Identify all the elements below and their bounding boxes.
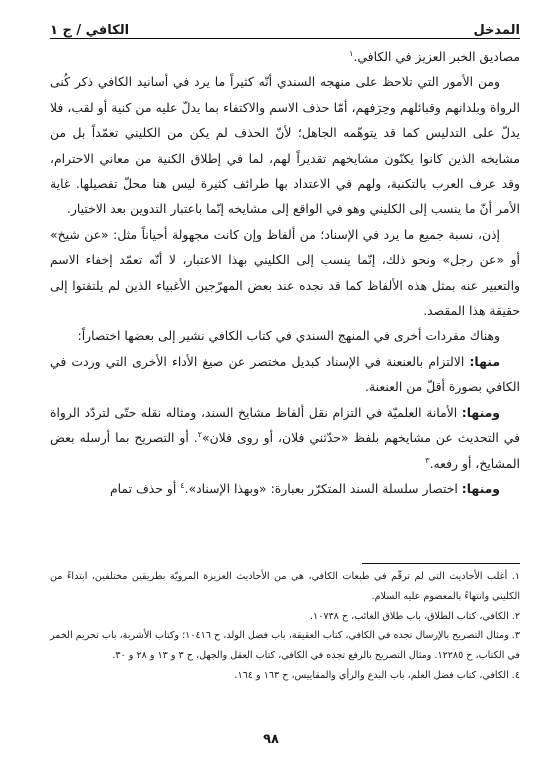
paragraph-4: منها: الالتزام بالعنعنة في الإسناد كبديل مختصر عن صيغ الأداء الأخرى التي وردت في الكافي بصورة أقلّ من العنعنة. [50,353,520,395]
running-header [50,8,520,38]
paragraph-3: وهناك مفردات أخرى في المنهج السندي في كتاب الكافي نشير إلى بعضها اختصاراً: [77,328,500,344]
item-label: ومنها: [461,480,500,496]
paragraph-2: إذن، نسبة جميع ما يرد في الإسناد؛ من ألفاظ وإن كانت مجهولة أحياناً مثل: «عن شيخ» أو «عن رجل» ونحو ذلك، إنّما ينسب إلى الكليني بهذا الاعتبار، لا أنّه تعمّد إخفاء الاسم والتعبير عنه بمثل هذه الألفاظ كما قد نجده عند بعض المهرّجين الأغبياء الذين لم يلتفتوا إلى حقيقة هذا المقصد. [50,226,520,319]
item-label: ومنها: [461,404,500,420]
footnote-ref-1: ١ [349,48,354,58]
book-volume-title: الكافي / ج ١ [50,23,130,38]
item-label: منها: [469,353,500,369]
page-number: ٩٨ [263,732,279,747]
footnotes [50,567,520,686]
footnote-4: ٤. الكافي، كتاب فضل العلم، باب البدع والرأي والمقاييس، ح ١٦٣ و ١٦٤. [234,669,520,681]
paragraph-5: ومنها: الأمانة العلميّة في التزام نقل ألفاظ مشايخ السند، ومثاله نقله حتّى لتردّد الرواة في التحديث عن مشايخهم بلفظ «حدّثني فلان، أو روى فلان»$^٢$. أو التصريح بما أرسله بعض المشايخ، أو رفعه.$^٣$ [50,404,521,471]
footnote-ref-3: ٣ [425,455,430,465]
paragraph-0: مصاديق الخبر العزيز في الكافي.$^١$ [349,48,520,64]
section-title: المدخل [473,23,520,38]
footnote-3: ٣. ومثال التصريح بالإرسال تجده في الكافي، كتاب العقيقة، باب فضل الولد، ح ١٠٤١٦؛ وكتاب الأشربة، باب تحريم الخمر في الكتاب، ح ١٢٢٨٥. ومثال التصريح بالرفع تجده في الكافي، كتاب العقل والجهل، ح ٣ و ١٣ و ٢٨ و ٣٠. [49,630,520,662]
footnote-2: ٢. الكافي، كتاب الطلاق، باب طلاق الغائب، ح ١٠٧٣٨. [309,610,520,622]
paragraph-6: ومنها: اختصار سلسلة السند المتكرّر بعبارة: «وبهذا الإسناد».$^٤$ أو حذف تمام [109,480,500,496]
paragraph-1: ومن الأمور التي تلاحظ على منهجه السندي أنّه كثيراً ما يرد في أسانيد الكافي ذكر كُنى الرواة وبلدانهم وقبائلهم وحِرَفهم، أمّا حذف الاسم والاكتفاء بما يدلّ عليه من كنية أو لقب، فلا يدلّ على التدليس كما قد يتوهّمه الجاهل؛ لأنّ الحذف لم يكن من الكليني تعمّداً بل من مشايخه الذين كانوا يكنّون مشايخهم تقديراً لهم، لما في إطلاق الكنية من معاني الاحترام، وقد عرف العرب بالتكنية، ولهم في الاعتداد بها طرائف كثيرة ليس هنا محلّ تفصيلها. غاية الأمر أنّ ما ينسب إلى الكليني وهو في الواقع إلى مشايخه إنّما باعتبار التدوين بعد الاختيار. [50,74,520,217]
header-divider [50,38,520,39]
footnote-1: ١. أغلب الأحاديث التي لم ترقّم في طبعات الكافي، هي من الأحاديث العزيزة المرويّة بطريقين مختلفين، ابتداءً من الكليني وانتهاءً بالمعصوم عليه السلام. [50,571,520,602]
footnote-ref-4: ٤ [180,480,185,490]
main-text [50,44,520,501]
footnote-divider [362,563,520,564]
footnote-ref-2: ٢ [197,429,202,439]
